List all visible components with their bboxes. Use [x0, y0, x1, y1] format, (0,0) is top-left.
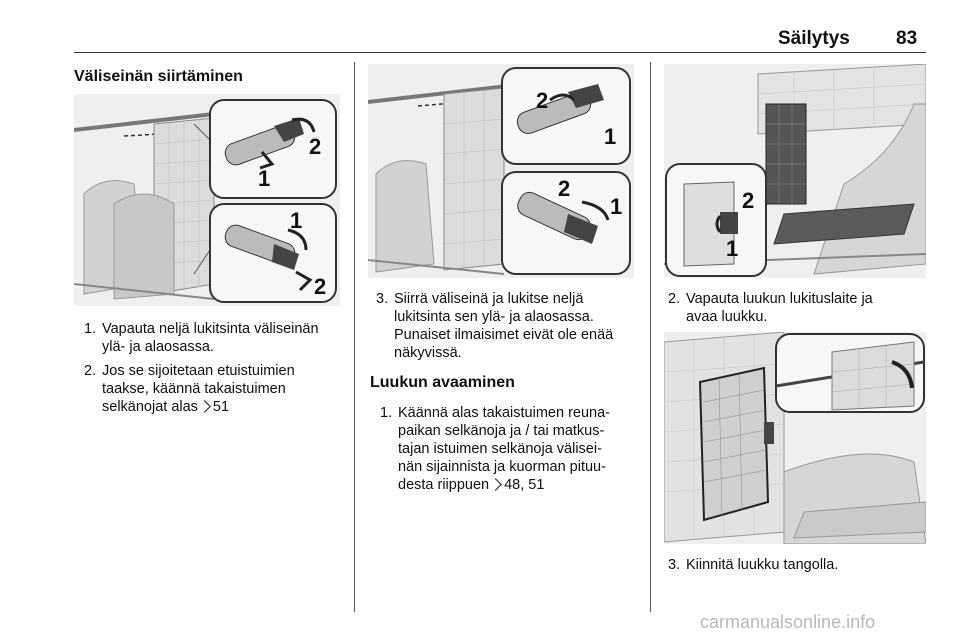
- column-divider-1: [354, 62, 355, 612]
- header-divider: [74, 52, 926, 53]
- list-item-number: 3.: [668, 557, 681, 573]
- callout-2: 2: [314, 274, 327, 299]
- figure-hatch-latch: [664, 64, 926, 278]
- callout-1: 1: [604, 124, 617, 149]
- list-item-line: lukitsinta sen ylä- ja alaosassa.: [394, 309, 594, 325]
- list-item-line: ylä- ja alaosassa.: [102, 339, 215, 355]
- list-item-line: paikan selkänoja ja / tai matkus-: [398, 423, 605, 439]
- list-item-line: näkyvissä.: [394, 345, 462, 361]
- list-item-number: 1.: [84, 321, 97, 337]
- page-header-title: Säilytys: [778, 28, 850, 49]
- page-reference-link[interactable]: 51: [212, 399, 230, 415]
- callout-1: 1: [610, 194, 623, 219]
- callout-2: 2: [536, 88, 549, 113]
- list-item-line: Kiinnitä luukku tangolla.: [686, 557, 839, 573]
- section-heading-move-partition: Väliseinän siirtäminen: [74, 68, 243, 85]
- page-reference-arrow-icon: [198, 400, 211, 413]
- watermark: carmanualsonline.info: [700, 612, 876, 632]
- list-item-line: avaa luukku.: [686, 309, 768, 325]
- list-item-line: Punaiset ilmaisimet eivät ole enää: [394, 327, 614, 343]
- list-item-line: nän sijainnista ja kuorman pituu-: [398, 459, 606, 475]
- callout-2: 2: [558, 176, 571, 201]
- list-item-line: Siirrä väliseinä ja lukitse neljä: [394, 291, 584, 307]
- list-item-number: 2.: [84, 363, 97, 379]
- list-item-line: selkänojat alas: [102, 399, 198, 415]
- callout-2: 2: [742, 188, 755, 213]
- list-item-number: 3.: [376, 291, 389, 307]
- figure-partition-lock: [368, 64, 634, 278]
- page-reference-link[interactable]: 48, 51: [504, 477, 545, 493]
- list-item-line: Vapauta neljä lukitsinta väliseinän: [102, 321, 319, 337]
- figure-partition-latches: [74, 94, 340, 306]
- page-reference-arrow-icon: [489, 478, 502, 491]
- list-item-line: tajan istuimen selkänoja välisei-: [398, 441, 602, 457]
- section-heading-open-hatch: Luukun avaaminen: [370, 374, 515, 391]
- figure-hatch-open: [664, 332, 926, 544]
- column-divider-2: [650, 62, 651, 612]
- list-item-line: desta riippuen: [398, 477, 490, 493]
- list-item-number: 2.: [668, 291, 681, 307]
- list-item-number: 1.: [380, 405, 393, 421]
- callout-1: 1: [290, 208, 303, 233]
- page-number: 83: [896, 28, 918, 49]
- list-item-line: Käännä alas takaistuimen reuna-: [398, 405, 610, 421]
- callout-1: 1: [258, 166, 271, 191]
- list-item-line: Vapauta luukun lukituslaite ja: [686, 291, 873, 307]
- callout-1: 1: [726, 236, 739, 261]
- callout-2: 2: [309, 134, 322, 159]
- list-item-line: Jos se sijoitetaan etuistuimien: [102, 363, 295, 379]
- list-item-line: taakse, käännä takaistuimen: [102, 381, 286, 397]
